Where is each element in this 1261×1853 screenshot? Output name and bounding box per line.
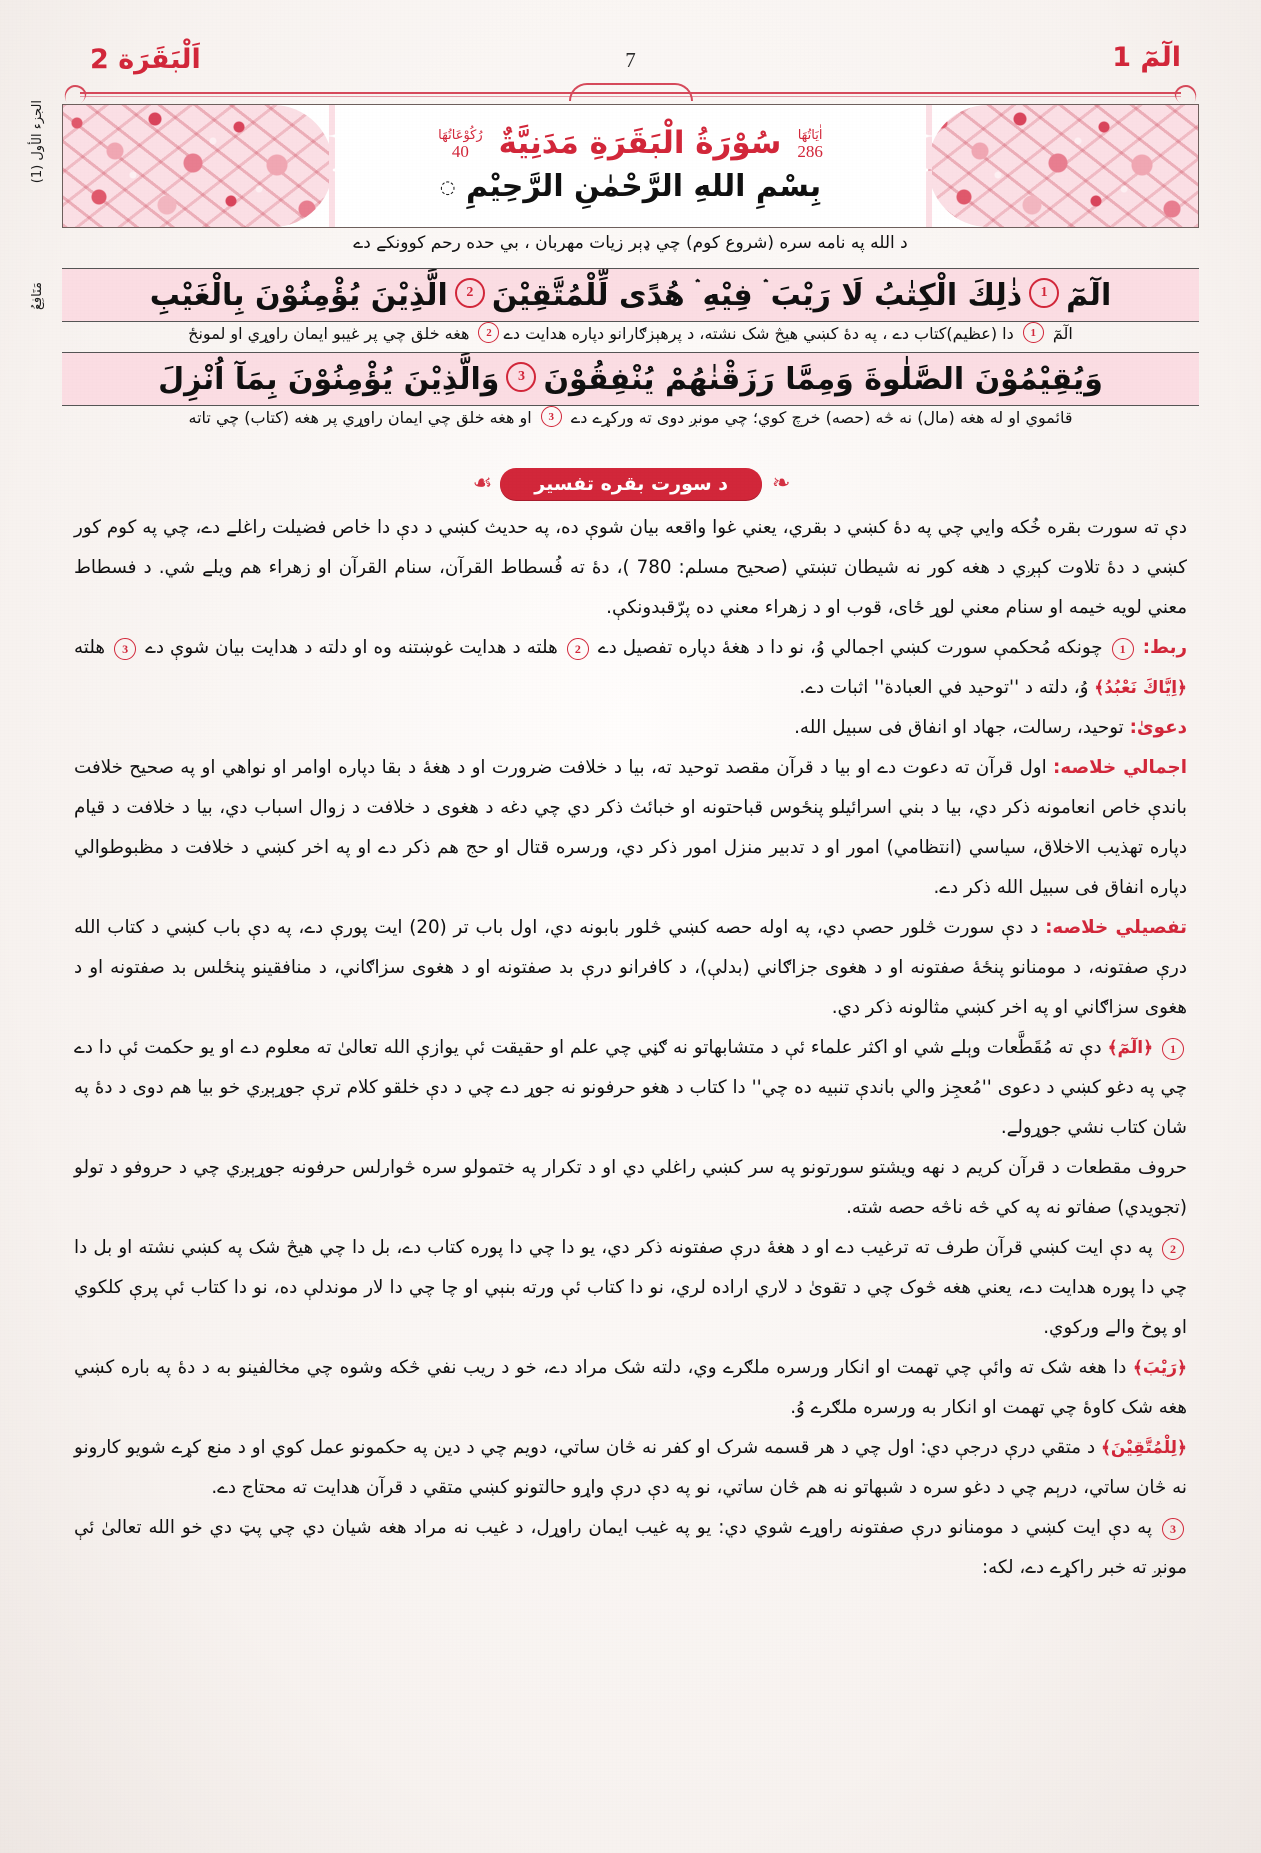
ruku-label: رُكُوْعَاتُهَا (438, 128, 483, 144)
ayat-count-block (797, 129, 823, 160)
tafsir-paragraph-9: ﴿رَيْبَ﴾ دا هغه شک ته وائې چي تهمت او انکار ورسره ملګرے وي، دلته شک مراد دے، خو د ريب نفي څکه وشوه چي مخالفينو به د دۀ په باره کښي هغه شک کاوۀ چي تهمت او انکار به ورسره ملګرے وُ. (74, 1357, 1187, 1418)
tafsir-paragraph-8: 2 په دې ايت کښي قرآن طرف ته ترغيب دے او د هغۀ درې صفتونه ذکر دي، يو دا چي دا پوره کتاب دے، بل دا چي هيڅ شک په کښي نشته او بل دا چي دا پوره هدايت دے، يعني هغه څوک چي د تقویٰ د لاري اراده لري، نو دا کتاب ئې ورته بنېي او چا چي دا لار موندلې ده، نو دا کتاب ئې پرې کلکوي او پوخ والے ورکوي. (74, 1237, 1187, 1338)
surah-title-row (438, 125, 823, 161)
ruku-count-block (438, 129, 482, 160)
bismillah-translation: د الله په نامه سره (شروع کوم) چي ډېر زيات مهربان ، بي حده رحم کوونکے دے (353, 233, 908, 253)
bismillah-text (440, 169, 821, 204)
tafsir-heading-row (0, 464, 1261, 504)
ayat-label: اٰيَاتُهَا (797, 128, 823, 144)
tafsir-paragraph-2: ربط: 1 چونکه مُحکمې سورت کښي اجمالي وُ، نو دا د هغۀ دپاره تفصيل دے 2 هلته د هدايت غوښتنه وه او دلته د هدايت بيان شوې دے 3 هلته ﴿اِيَّاكَ نَعْبُدُ﴾ وُ، دلته د ''توحيد في العبادة'' اثبات دے. (74, 637, 1188, 698)
verse-line-1-arabic: الٓمٓ 1 ذٰلِكَ الْكِتٰبُ لَا رَيْبَ ۛ فِيْهِ ۛ هُدًى لِّلْمُتَّقِيْنَ 2 الَّذِيْنَ يُؤْمِنُوْنَ بِالْغَيْبِ (62, 268, 1199, 322)
flourish-left-icon: ❧ (772, 471, 789, 496)
tafsir-heading-badge: د سورت بقره تفسير (500, 468, 762, 500)
tafsir-paragraph-11: 3 په دې ايت کښي د مومنانو درې صفتونه راوړے شوي دي: يو په غيب ايمان راوړل، د غيب نه مراد هغه شيان دي چي پټ دي خو الله تعالیٰ ئې مونږ ته خبر راکړے دے، لکه: (74, 1517, 1187, 1578)
header-surah-name: اَلْبَقَرَة 2 (90, 44, 201, 75)
tafsir-paragraph-1: دې ته سورت بقره خُکه وايي چي په دۀ کښي د بقري، يعني غوا واقعه بيان شوې ده، په حديث کښي د دې دا خاص فضيلت راغلے دے، چي په کوم کور کښي د دۀ تلاوت کېږي د هغه کور نه شيطان تښتي (صحيح مسلم: 780 )، دۀ ته فُسطاط القرآن، سنام القرآن او زهراء هم ويلے شي. د فسطاط معني لويه خيمه او سنام معني لوړ ځای، قوب او د زهراء معني ده پرّقبدونکې. (74, 517, 1187, 618)
surah-title: سُوْرَةُ الْبَقَرَةِ مَدَنِيَّةٌ (498, 124, 782, 161)
side-label-section: مَنَافِعُ (30, 282, 45, 310)
side-label-juz: الجزء الأول (1) (30, 100, 45, 184)
ornament-left-floral (63, 105, 333, 227)
bismillah-arabic: بِسْمِ اللهِ الرَّحْمٰنِ الرَّحِيْمِ (466, 168, 822, 204)
tafsir-paragraph-4: اجمالي خلاصه: اول قرآن ته دعوت دے او بيا د قرآن مقصد توحيد ته، بيا د خلافت ضرورت او د هغۀ د بقا دپاره اوامر او نواهي او په صحيح خلافت باندې خاص انعامونه ذکر دي، بيا د بني اسرائيلو پنځوس قباحتونه او خبائث ذکر دي چي دغه د هغوی د خلافت د زوال اسباب دي، بيا د خلافت د قيام دپاره تهذيب الاخلاق، سياسي (انتظامي) امور او د تدبير منزل امور ذکر دي، ورسره قتال او حج هم ذکر دے او په اخر کښي د خلافت د مظبوطوالي دپاره انفاق فى سبيل الله ذکر دے. (74, 757, 1188, 898)
flourish-right-icon: ☙ (472, 471, 491, 496)
ruku-count: 40 (451, 141, 469, 161)
header-divider-rule (62, 92, 1199, 102)
banner-center-panel (335, 105, 926, 227)
page-number: 7 (625, 48, 636, 72)
tafsir-paragraph-10: ﴿لِلْمُتَّقِيْنَ﴾ د متقي درې درجې دي: اول چي د هر قسمه شرک او کفر نه څان ساتي، دويم چي د دين په حکمونو عمل کوي او د منع کړے شويو کارونو نه څان ساتي، درېم چي د دغو سره د شبهاتو نه هم څان ساتي، نو په دې درې واړو حالتونو کښي متقي د قرآن هدايت ته محتاج دے. (74, 1437, 1187, 1498)
verse-line-2-translation: قائموي او له هغه (مال) نه څه (حصه) خرچ کوي؛ چي مونږ دوی ته ورکړے دے 3 او هغه خلق چي ايمان راوړي پر هغه (کتاب) چي تاته (188, 408, 1073, 427)
rule-center-arc (569, 83, 693, 101)
tafsir-paragraph-7: حروف مقطعات د قرآن کريم د نهه ويشتو سورتونو په سر کښي راغلي دي او د تکرار په ختمولو سره څوارلس حرفونه جوړېږي چي د حروفو د تولو (تجويدي) صفاتو نه په کي څه ناڅه حصه شته. (74, 1157, 1187, 1218)
verse-line-1-translation: الٓمٓ 1 دا (عظيم)کتاب دے ، په دۀ کښي هيڅ شک نشته، د پرهېزګارانو دپاره هدايت دے2 هغه خلق چي پر غيبو ايمان راوړي او لمونځ (188, 324, 1073, 343)
ornament-right-floral (928, 105, 1198, 227)
tafsir-paragraph-5: تفصيلي خلاصه: د دې سورت څلور حصې دي، په اوله حصه کښي څلور بابونه دي، اول باب تر (20) ايت پورې دے، په دې باب کښي د کتاب الله درې صفتونه، د مومنانو پنځۀ صفتونه او د هغوی جزاګاني (بدلې)، د کافرانو درې بد صفتونه او د هغوی سزاګاني، د منافقينو پنځلس بد صفتونه او د هغوی سزاګاني او په اخر کښي مثالونه ذکر دي. (74, 917, 1187, 1018)
bismillah-end-mark-icon: ◌ (439, 176, 456, 198)
tafsir-paragraph-6: 1 ﴿الٓمٓ﴾ دې ته مُقَطَّعات وېلے شي او اکثر علماء ئې د متشابهاتو نه ګڼي چي علم او حقيقت ئې يوازې الله تعالیٰ ته معلوم دے او يو حکمت ئې دا دے چي په دغو کښي د دعوی ''مُعجِز والي باندې تنبيه ده چي'' دا کتاب د هغو حرفونو نه جوړ دے چي د دې خلقو کلام ترې جوړېږي خو بيا هم دوی د دۀ په شان کتاب نشي جوړولے. (74, 1037, 1187, 1138)
ayat-count: 286 (797, 141, 823, 161)
header-juz-name: الٓمٓ 1 (1112, 42, 1181, 73)
verse-line-2-arabic: وَيُقِيْمُوْنَ الصَّلٰوةَ وَمِمَّا رَزَقْنٰهُمْ يُنْفِقُوْنَ 3 وَالَّذِيْنَ يُؤْمِنُوْنَ بِمَآ اُنْزِلَ (62, 352, 1199, 406)
tafsir-body (74, 508, 1187, 1588)
surah-banner (62, 104, 1199, 228)
tafsir-paragraph-3: دعویٰ: توحيد، رسالت، جهاد او انفاق فى سبيل الله. (794, 717, 1187, 738)
